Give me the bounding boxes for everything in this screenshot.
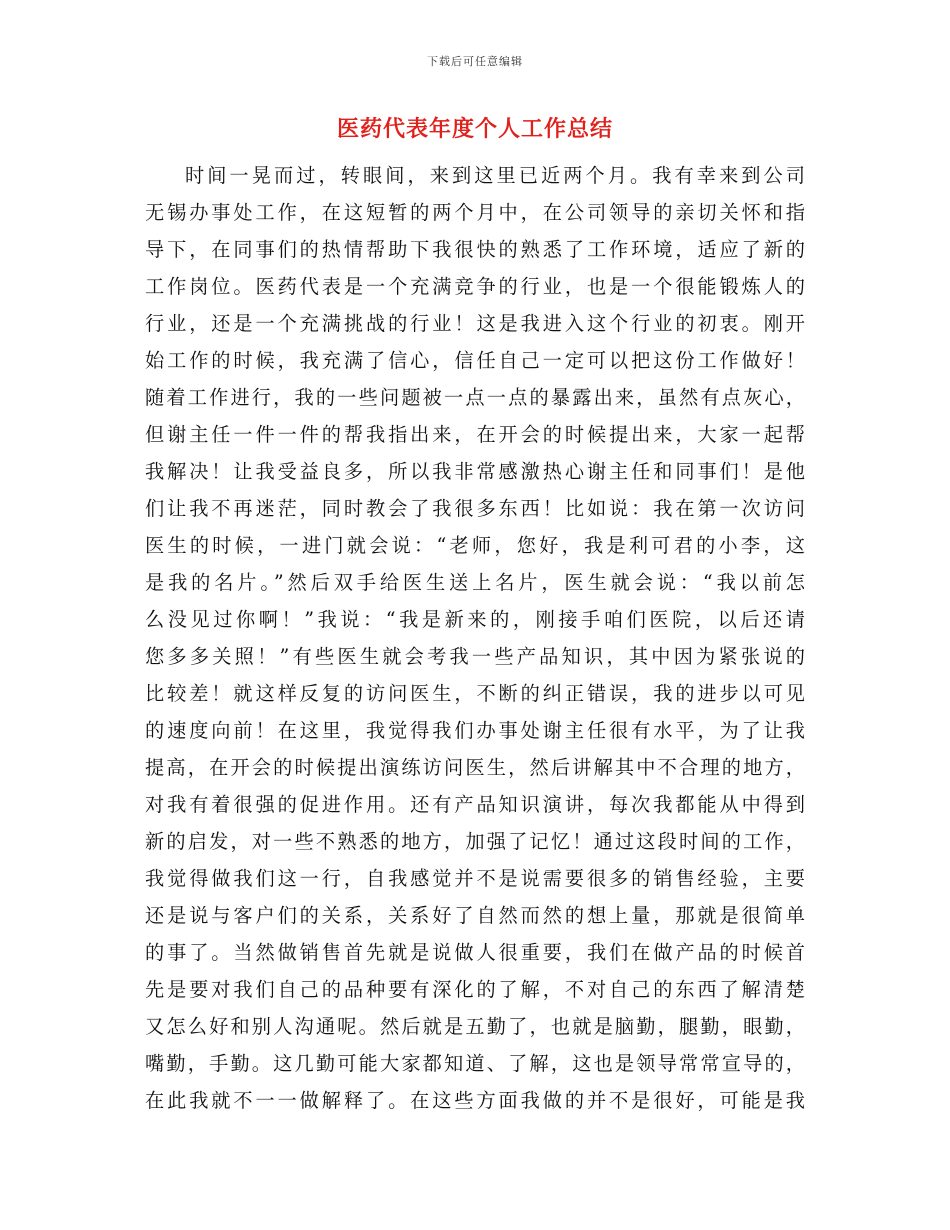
body-line: 工作岗位。医药代表是一个充满竞争的行业，也是一个很能锻炼人的: [145, 275, 805, 298]
body-line: 行业，还是一个充满挑战的行业！这是我进入这个行业的初衷。刚开: [145, 312, 805, 335]
body-line: 我解决！让我受益良多，所以我非常感激热心谢主任和同事们！是他: [145, 460, 805, 483]
header-note: 下载后可任意编辑: [427, 55, 523, 68]
body-line: 是我的名片。”然后双手给医生送上名片，医生就会说：“我以前怎: [145, 571, 805, 594]
body-line: 们让我不再迷茫，同时教会了我很多东西！比如说：我在第一次访问: [145, 497, 805, 520]
body-line: 我觉得做我们这一行，自我感觉并不是说需要很多的销售经验，主要: [145, 867, 805, 890]
body-line: 医生的时候，一进门就会说：“老师，您好，我是利可君的小李，这: [145, 534, 805, 557]
body-line: 对我有着很强的促进作用。还有产品知识演讲，每次我都能从中得到: [145, 793, 805, 816]
body-line: 提高，在开会的时候提出演练访问医生，然后讲解其中不合理的地方，: [145, 756, 805, 779]
body-line: 的事了。当然做销售首先就是说做人很重要，我们在做产品的时候首: [145, 941, 805, 964]
body-line: 导下，在同事们的热情帮助下我很快的熟悉了工作环境，适应了新的: [145, 238, 805, 261]
body-line: 嘴勤，手勤。这几勤可能大家都知道、了解，这也是领导常常宣导的，: [145, 1052, 805, 1075]
body-line: 但谢主任一件一件的帮我指出来，在开会的时候提出来，大家一起帮: [145, 423, 805, 446]
body-line: 先是要对我们自己的品种要有深化的了解，不对自己的东西了解清楚: [145, 978, 805, 1001]
body-line: 随着工作进行，我的一些问题被一点一点的暴露出来，虽然有点灰心，: [145, 386, 805, 409]
body-line: 还是说与客户们的关系，关系好了自然而然的想上量，那就是很简单: [145, 904, 805, 927]
body-line: 始工作的时候，我充满了信心，信任自己一定可以把这份工作做好！: [145, 349, 805, 372]
document-title: 医药代表年度个人工作总结: [336, 117, 613, 142]
body-line: 时间一晃而过，转眼间，来到这里已近两个月。我有幸来到公司: [185, 164, 805, 187]
body-line: 么没见过你啊！”我说：“我是新来的，刚接手咱们医院，以后还请: [145, 608, 805, 631]
body-line: 您多多关照！”有些医生就会考我一些产品知识，其中因为紧张说的: [145, 645, 805, 668]
body-line: 比较差！就这样反复的访问医生，不断的纠正错误，我的进步以可见: [145, 682, 805, 705]
body-line: 无锡办事处工作，在这短暂的两个月中，在公司领导的亲切关怀和指: [145, 201, 805, 224]
document-body: [145, 157, 805, 1119]
body-line: 又怎么好和别人沟通呢。然后就是五勤了，也就是脑勤，腿勤，眼勤，: [145, 1015, 805, 1038]
body-line: 的速度向前！在这里，我觉得我们办事处谢主任很有水平，为了让我: [145, 719, 805, 742]
body-line: 新的启发，对一些不熟悉的地方，加强了记忆！通过这段时间的工作，: [145, 830, 805, 853]
body-line: 在此我就不一一做解释了。在这些方面我做的并不是很好，可能是我: [145, 1089, 805, 1112]
